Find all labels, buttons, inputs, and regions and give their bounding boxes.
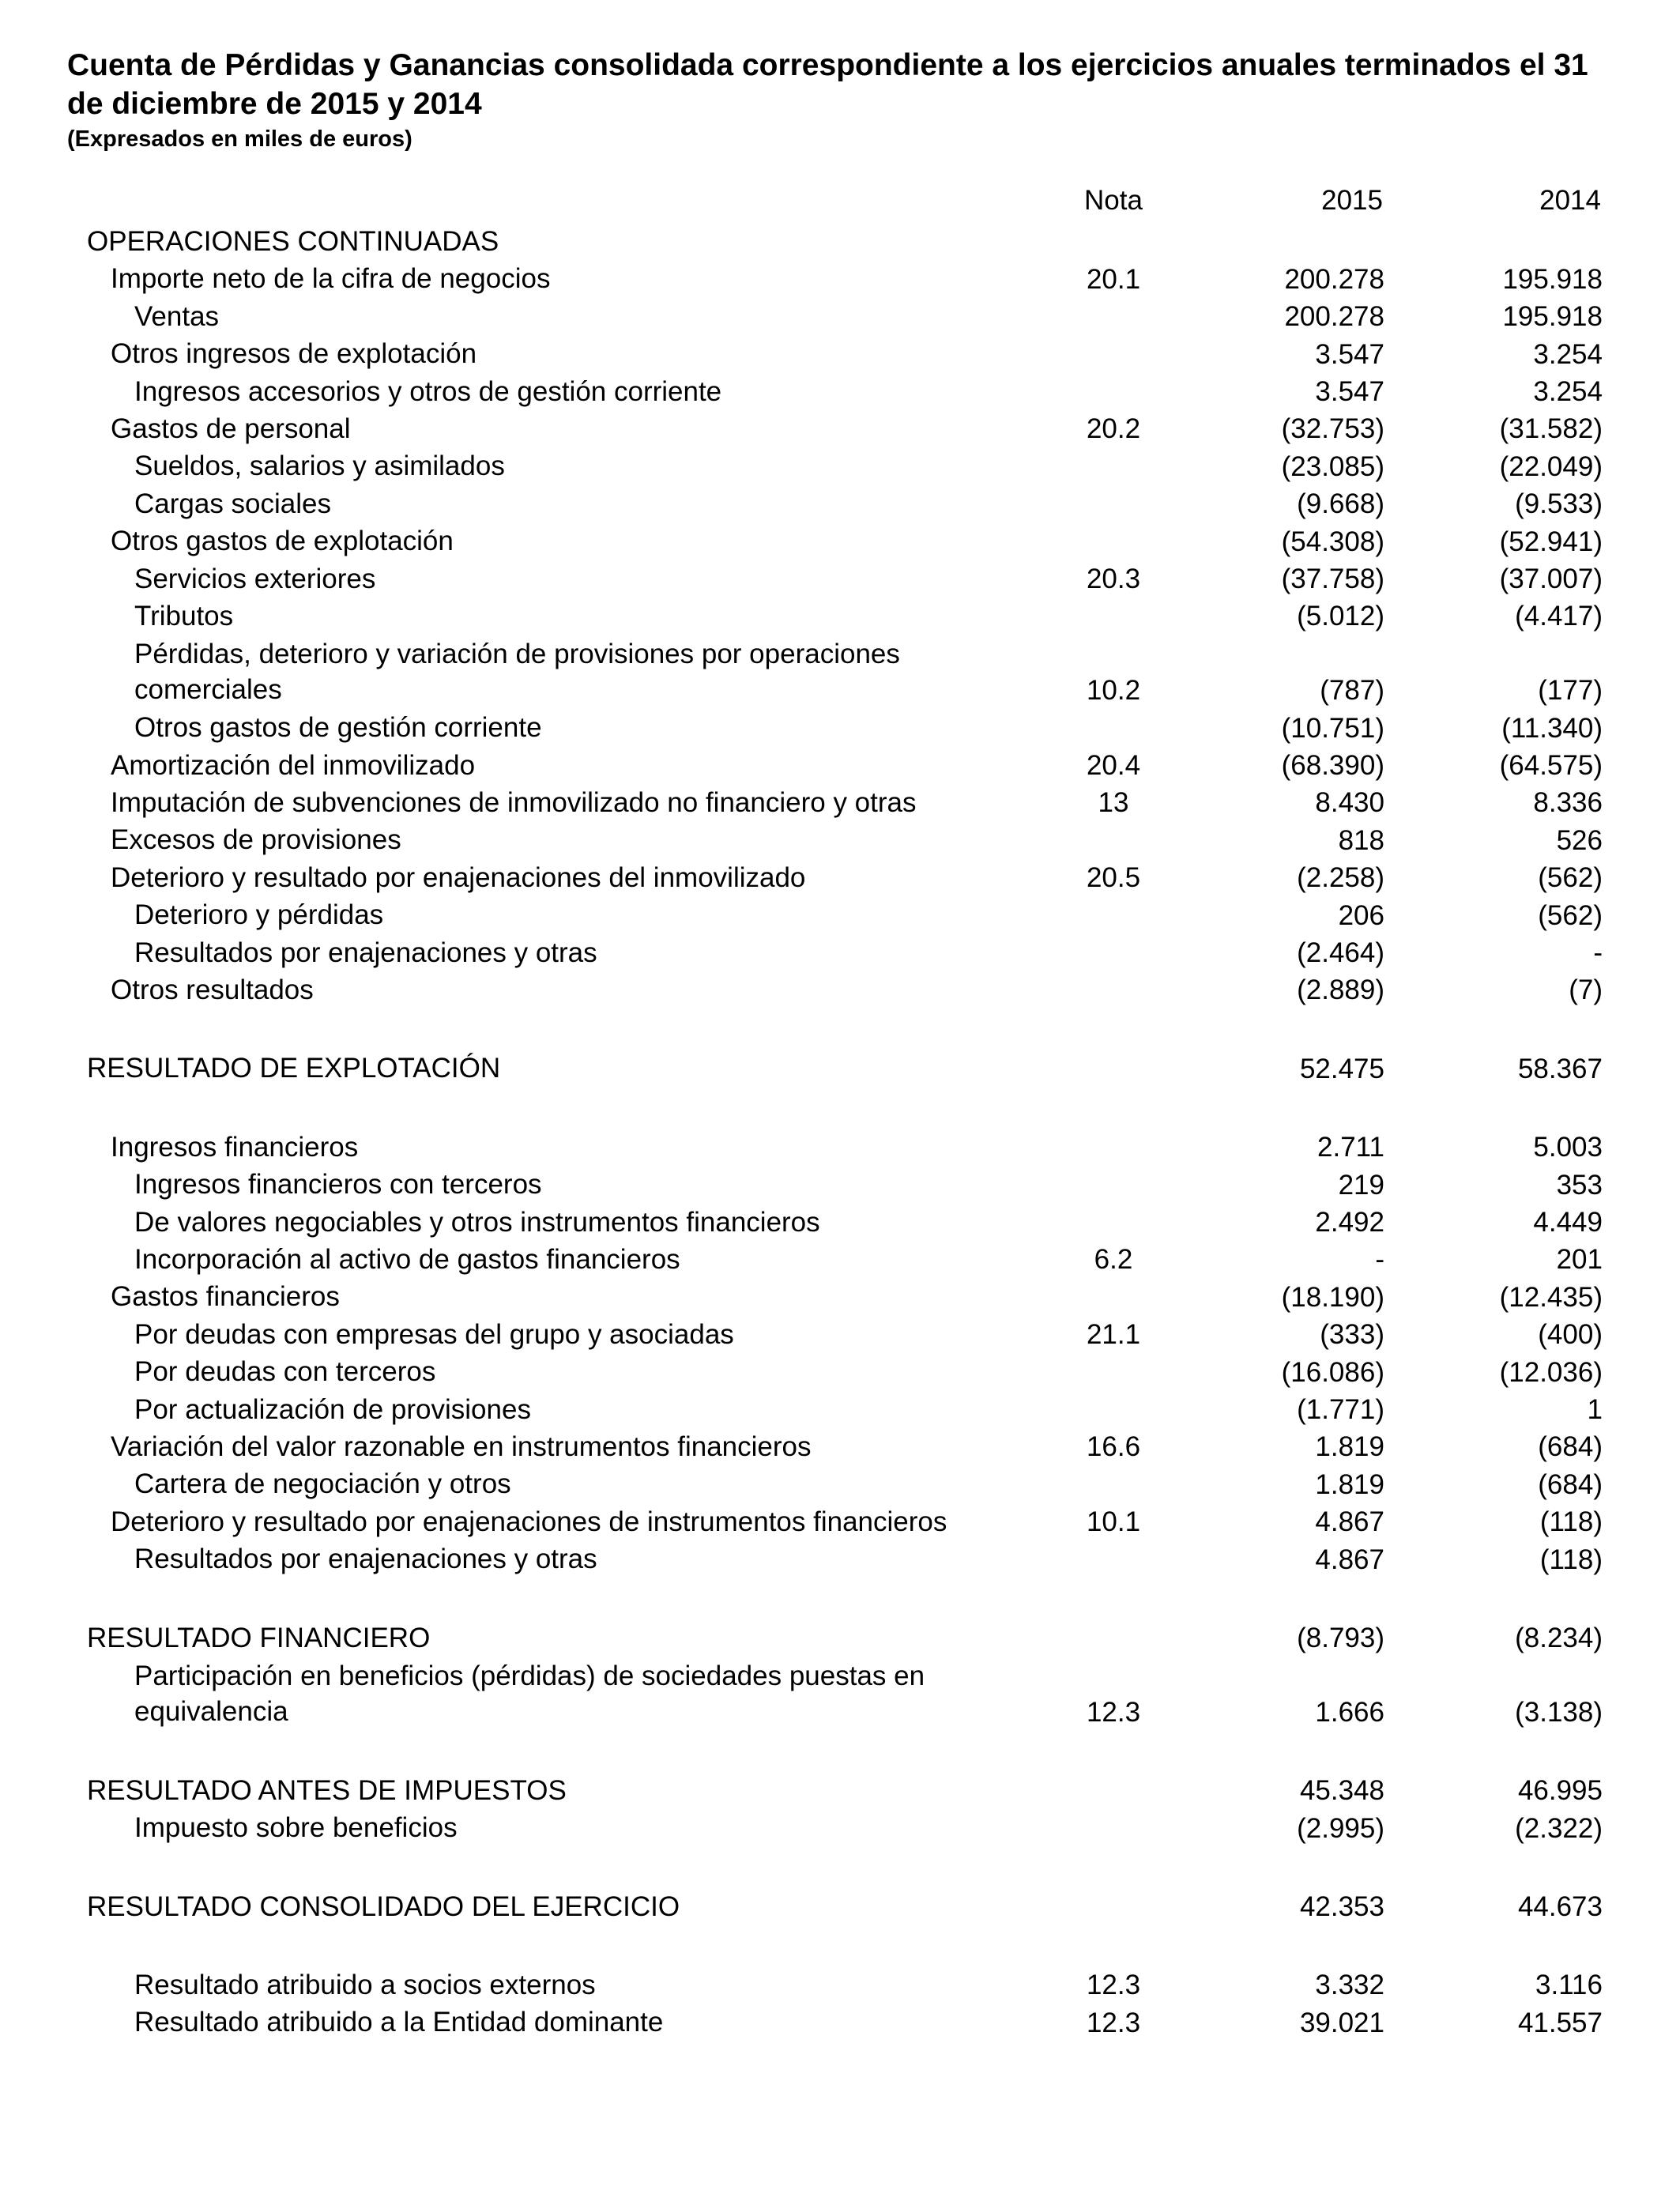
row-label: Sueldos, salarios y asimilados (134, 450, 505, 482)
row-nota: 20.5 (1086, 862, 1141, 894)
row-value-2014: (52.941) (1499, 526, 1603, 557)
table-row (0, 934, 1680, 971)
row-value-2014: (118) (1539, 1544, 1603, 1575)
table-row (0, 2004, 1680, 2041)
row-label: Ventas (134, 300, 220, 332)
table-row (0, 522, 1680, 560)
row-label: Variación del valor razonable en instrumentos financieros (111, 1431, 812, 1462)
row-value-2015: (787) (1320, 675, 1384, 707)
row-label: Por deudas con empresas del grupo y asociadas (134, 1318, 734, 1350)
row-value-2015: 4.867 (1315, 1544, 1384, 1575)
row-value-2014: 353 (1556, 1169, 1603, 1201)
table-row (0, 1129, 1680, 1166)
row-value-2014: (400) (1538, 1319, 1603, 1351)
row-value-2015: (54.308) (1281, 526, 1384, 557)
row-label: Deterioro y resultado por enajenaciones del inmovilizado (111, 861, 806, 893)
table-row (0, 859, 1680, 896)
row-label: Ingresos accesorios y otros de gestión corriente (134, 375, 722, 407)
row-nota: 10.2 (1086, 675, 1141, 707)
row-value-2014: (12.036) (1499, 1356, 1603, 1388)
row-label: Por actualización de provisiones (134, 1393, 531, 1425)
table-row (0, 1353, 1680, 1390)
row-value-2014: 8.336 (1533, 787, 1603, 819)
row-label: Servicios exteriores (134, 563, 376, 594)
row-label: Participación en beneficios (pérdidas) de sociedades puestas en equivalencia (134, 1660, 925, 1727)
row-nota: 21.1 (1086, 1319, 1141, 1351)
row-value-2014: 3.254 (1533, 375, 1603, 407)
row-value-2015: (2.995) (1297, 1812, 1384, 1844)
row-label: RESULTADO DE EXPLOTACIÓN (87, 1053, 501, 1084)
row-value-2015: 3.547 (1315, 375, 1384, 407)
row-label: RESULTADO CONSOLIDADO DEL EJERCICIO (87, 1891, 680, 1922)
row-label: Tributos (134, 600, 234, 631)
row-value-2014: (12.435) (1499, 1281, 1603, 1313)
row-label: Pérdidas, deterioro y variación de provisiones por operaciones comerciales (134, 639, 900, 706)
table-row (0, 1540, 1680, 1578)
row-value-2015: (2.889) (1297, 974, 1384, 1006)
row-value-2014: 46.995 (1517, 1775, 1603, 1807)
row-label: OPERACIONES CONTINUADAS (87, 226, 499, 257)
row-value-2015: (1.771) (1297, 1393, 1384, 1425)
row-value-2015: 39.021 (1299, 2007, 1384, 2038)
row-label: Gastos de personal (111, 413, 351, 444)
table-row (0, 485, 1680, 522)
row-value-2015: 219 (1338, 1169, 1384, 1201)
row-label: Excesos de provisiones (111, 824, 401, 856)
row-value-2014: 526 (1556, 824, 1603, 856)
row-value-2015: 2.711 (1317, 1132, 1384, 1163)
row-value-2015: (37.758) (1281, 563, 1384, 594)
row-value-2015: (5.012) (1297, 601, 1384, 632)
row-label: Ingresos financieros con terceros (134, 1169, 542, 1201)
row-value-2014: (7) (1569, 974, 1603, 1006)
statement-header (67, 46, 1616, 153)
row-value-2014: 41.557 (1517, 2007, 1603, 2038)
row-value-2015: (2.258) (1297, 862, 1384, 894)
row-value-2014: (562) (1538, 899, 1603, 931)
row-label: RESULTADO FINANCIERO (87, 1622, 431, 1653)
table-row (0, 1316, 1680, 1353)
table-row (0, 335, 1680, 372)
table-row (0, 598, 1680, 635)
row-label: Otros gastos de explotación (111, 526, 454, 557)
section-heading-row (0, 223, 1680, 260)
table-row (0, 1241, 1680, 1278)
row-label: Deterioro y resultado por enajenaciones de instrumentos financieros (111, 1506, 947, 1537)
table-row (0, 821, 1680, 858)
row-value-2015: 200.278 (1284, 263, 1384, 295)
row-value-2014: (11.340) (1501, 712, 1603, 744)
row-value-2015: 1.666 (1315, 1696, 1384, 1728)
row-nota: 10.1 (1086, 1506, 1141, 1538)
row-value-2014: 195.918 (1502, 301, 1603, 333)
table-row (0, 1278, 1680, 1315)
row-value-2014: (684) (1538, 1431, 1603, 1463)
row-value-2015: (68.390) (1281, 750, 1384, 782)
row-value-2014: (562) (1538, 862, 1603, 894)
row-value-2014: 3.254 (1533, 338, 1603, 370)
row-value-2015: (16.086) (1281, 1356, 1384, 1388)
row-value-2015: 818 (1338, 824, 1384, 856)
table-row (0, 709, 1680, 746)
table-row (0, 447, 1680, 484)
row-label: Gastos financieros (111, 1281, 340, 1313)
row-value-2014: 3.116 (1535, 1970, 1603, 2001)
row-nota: 6.2 (1094, 1244, 1133, 1276)
row-label: RESULTADO ANTES DE IMPUESTOS (87, 1774, 567, 1806)
row-nota: 12.3 (1086, 1970, 1141, 2001)
row-value-2014: (37.007) (1499, 563, 1603, 594)
row-label: Otros gastos de gestión corriente (134, 712, 542, 744)
row-value-2015: 52.475 (1299, 1053, 1384, 1084)
row-value-2015: (23.085) (1281, 450, 1384, 482)
column-header-row (0, 182, 1680, 220)
total-row (0, 1888, 1680, 1925)
row-value-2014: 1 (1587, 1393, 1603, 1425)
row-label: Ingresos financieros (111, 1131, 359, 1163)
row-value-2014: (22.049) (1499, 450, 1603, 482)
row-nota: 20.3 (1086, 563, 1141, 594)
row-nota: 12.3 (1086, 2007, 1141, 2038)
table-row (0, 1428, 1680, 1465)
column-header-nota: Nota (1084, 185, 1143, 216)
row-label: Resultados por enajenaciones y otras (134, 937, 597, 968)
row-value-2014: (9.533) (1515, 488, 1603, 520)
table-row (0, 373, 1680, 410)
table-row (0, 1503, 1680, 1540)
row-value-2015: 4.867 (1315, 1506, 1384, 1538)
row-value-2014: 58.367 (1517, 1053, 1603, 1084)
row-value-2015: 1.819 (1315, 1468, 1384, 1500)
row-value-2014: (31.582) (1499, 413, 1603, 445)
row-value-2014: (177) (1538, 675, 1603, 707)
table-row (0, 260, 1680, 297)
table-row (0, 1966, 1680, 2004)
row-value-2014: (4.417) (1515, 601, 1603, 632)
row-label: Deterioro y pérdidas (134, 899, 384, 931)
row-value-2015: 45.348 (1299, 1775, 1384, 1807)
table-row (0, 1166, 1680, 1203)
row-value-2015: (2.464) (1297, 937, 1384, 969)
subtotal-row (0, 1050, 1680, 1087)
row-label: Por deudas con terceros (134, 1356, 436, 1388)
row-value-2014: 201 (1556, 1244, 1603, 1276)
row-label: Resultado atribuido a la Entidad dominante (134, 2007, 664, 2038)
row-value-2015: - (1375, 1244, 1384, 1276)
row-label: Amortización del inmovilizado (111, 749, 476, 781)
row-nota: 12.3 (1086, 1696, 1141, 1728)
row-nota: 16.6 (1086, 1431, 1141, 1463)
row-value-2015: (10.751) (1281, 712, 1384, 744)
row-value-2014: (118) (1539, 1506, 1603, 1538)
table-row (0, 747, 1680, 784)
row-nota: 20.1 (1086, 263, 1141, 295)
row-value-2015: 3.332 (1315, 1970, 1384, 2001)
row-value-2014: (3.138) (1515, 1696, 1603, 1728)
row-nota: 20.4 (1086, 750, 1141, 782)
row-label: Resultados por enajenaciones y otras (134, 1544, 597, 1575)
row-value-2014: - (1593, 937, 1603, 969)
column-header-2015: 2015 (1321, 185, 1383, 216)
table-row (0, 784, 1680, 821)
table-row (0, 971, 1680, 1008)
table-row (0, 410, 1680, 447)
row-value-2014: 5.003 (1533, 1132, 1603, 1163)
row-label: Importe neto de la cifra de negocios (111, 263, 551, 295)
row-value-2015: 8.430 (1315, 787, 1384, 819)
row-value-2014: (8.234) (1515, 1622, 1603, 1653)
row-label: Cargas sociales (134, 488, 331, 519)
row-value-2015: (18.190) (1281, 1281, 1384, 1313)
row-value-2015: (32.753) (1281, 413, 1384, 445)
row-value-2015: 42.353 (1299, 1891, 1384, 1923)
row-nota: 13 (1098, 787, 1129, 819)
row-label: Incorporación al activo de gastos financieros (134, 1243, 680, 1275)
row-value-2014: 195.918 (1502, 263, 1603, 295)
row-value-2014: (64.575) (1499, 750, 1603, 782)
row-value-2015: 2.492 (1315, 1206, 1384, 1238)
table-row (0, 1204, 1680, 1241)
row-value-2015: (333) (1320, 1319, 1384, 1351)
table-row (0, 896, 1680, 933)
subtotal-row (0, 1772, 1680, 1809)
row-value-2015: 200.278 (1284, 301, 1384, 333)
row-value-2015: 206 (1338, 899, 1384, 931)
row-label: De valores negociables y otros instrumentos financieros (134, 1206, 820, 1238)
table-row (0, 560, 1680, 598)
row-label: Otros resultados (111, 974, 314, 1006)
subtotal-row (0, 1619, 1680, 1657)
statement-units-note: (Expresados en miles de euros) (67, 126, 412, 152)
row-value-2014: 44.673 (1517, 1891, 1603, 1923)
income-statement-table (0, 223, 1680, 2041)
row-label: Otros ingresos de explotación (111, 338, 477, 370)
table-row (0, 1465, 1680, 1502)
table-row (0, 1657, 1680, 1731)
row-label: Imputación de subvenciones de inmovilizado no financiero y otras (111, 787, 917, 819)
table-row (0, 1809, 1680, 1846)
table-row (0, 298, 1680, 335)
table-row (0, 1391, 1680, 1428)
row-label: Resultado atribuido a socios externos (134, 1970, 596, 2001)
row-value-2015: (8.793) (1297, 1622, 1384, 1653)
row-value-2015: (9.668) (1297, 488, 1384, 520)
row-label: Cartera de negociación y otros (134, 1468, 511, 1500)
statement-title: Cuenta de Pérdidas y Ganancias consolidada correspondiente a los ejercicios anuales terminados el 31 de diciembre de 2015 y 2014 (67, 48, 1588, 121)
row-value-2014: (2.322) (1515, 1812, 1603, 1844)
row-nota: 20.2 (1086, 413, 1141, 445)
row-value-2014: (684) (1538, 1468, 1603, 1500)
row-value-2015: 3.547 (1315, 338, 1384, 370)
column-header-2014: 2014 (1539, 185, 1601, 216)
row-value-2015: 1.819 (1315, 1431, 1384, 1463)
row-label: Impuesto sobre beneficios (134, 1812, 458, 1844)
table-row (0, 635, 1680, 709)
row-value-2014: 4.449 (1533, 1206, 1603, 1238)
